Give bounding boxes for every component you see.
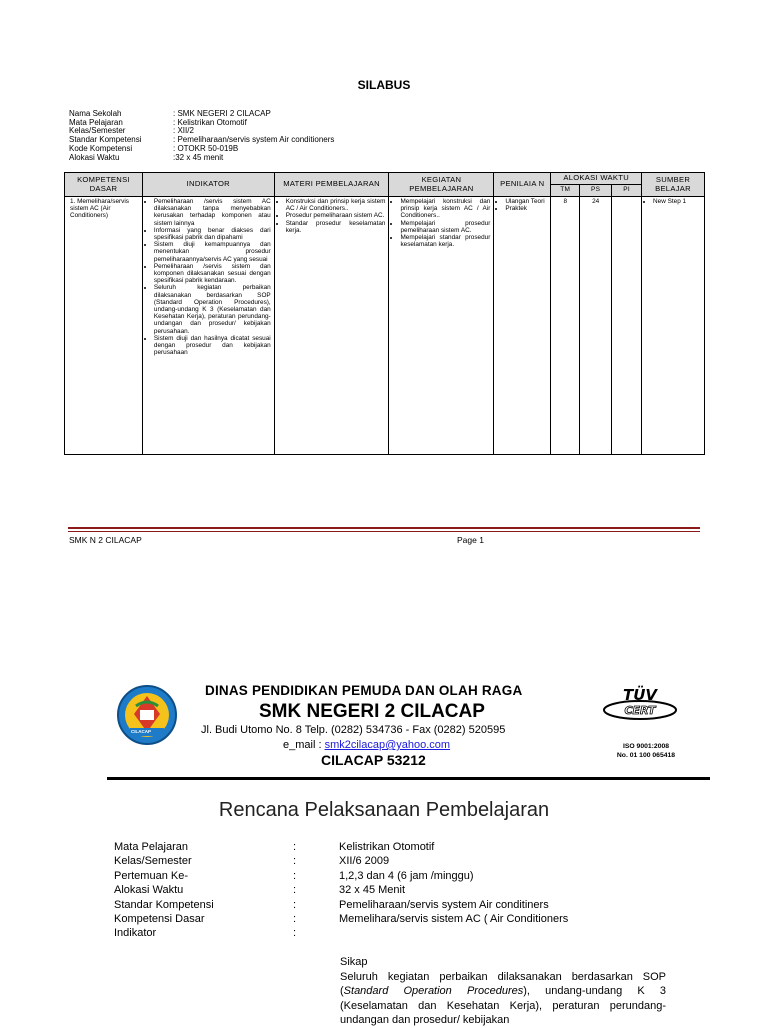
iso-certification — [610, 742, 682, 760]
info-value — [339, 926, 669, 940]
iso-number: No. 01 100 065418 — [616, 752, 676, 759]
meta-key: Kode Kompetensi — [69, 143, 133, 153]
list-item: • Ulangan Teori — [505, 198, 547, 205]
info-colon: : — [293, 855, 297, 868]
info-colon: : — [293, 869, 297, 882]
list-item: • Mempelajari konstruksi dan prinsip kerja sistem AC / Air Conditioners.. — [400, 198, 490, 220]
info-row — [114, 898, 669, 912]
info-key: Alokasi Waktu — [114, 884, 184, 897]
info-value: XII/6 2009 — [339, 855, 390, 868]
footer-school: SMK N 2 CILACAP — [69, 535, 142, 545]
meta-key: Alokasi Waktu — [69, 152, 120, 162]
info-value: Kelistrikan Otomotif — [339, 841, 435, 853]
tuv-logo-top-text: TÜV — [622, 686, 658, 704]
cell-sumber — [642, 197, 705, 455]
tuv-logo-bottom-text: CERT — [624, 704, 656, 717]
cell-penilaian — [494, 197, 551, 455]
cell-kegiatan — [389, 197, 494, 455]
header-pi: PI — [612, 185, 642, 197]
header-materi: MATERI PEMBELAJARAN — [274, 173, 389, 197]
list-item: • Mempelajari standar prosedur keselamatan kerja. — [400, 234, 490, 248]
info-key: Kompetensi Dasar — [114, 913, 205, 926]
list-item: • New Step 1 — [653, 198, 701, 205]
list-item: • Sistem diuji kemampuannya dan menentukan prosedur pemeliharaannya/servis AC yang sesuai — [154, 241, 271, 263]
email-link[interactable]: smk2cilacap@yahoo.com — [324, 739, 451, 751]
meta-key: Mata Pelajaran — [69, 117, 123, 127]
header-penilaian: PENILAIA N — [494, 173, 551, 197]
info-key: Kelas/Semester — [114, 855, 192, 868]
list-item: • Prosedur pemeliharaan sistem AC. — [286, 212, 386, 219]
list-item: • Konstruksi dan prinsip kerja sistem AC / Air Conditioners.. — [286, 198, 386, 212]
letterhead-divider — [107, 777, 710, 780]
meta-row — [69, 110, 473, 119]
cell-indikator — [142, 197, 274, 455]
meta-key: Nama Sekolah — [69, 109, 122, 118]
meta-value: : Kelistrikan Otomotif — [173, 117, 247, 127]
footer-rule — [68, 527, 700, 529]
list-item: • Seluruh kegiatan perbaikan dilaksanakan berdasarkan SOP (Standard Operation Procedures), undang-undang K 3 (Keselamatan dan Kesehatan Kerja), peraturan perundang-undangan dan prosedur/ kebijakan perusahaan. — [154, 284, 271, 334]
info-row — [114, 840, 669, 854]
email-label: e_mail : — [283, 739, 325, 751]
iso-standard: ISO 9001:2008 — [622, 743, 670, 750]
header-kompetensi-dasar: KOMPETENSI DASAR — [65, 173, 143, 197]
school-email-line — [283, 739, 450, 751]
info-row — [114, 869, 669, 883]
cell-kd: 1. Memelihara/servis sistem AC (Air Conditioners) — [65, 197, 143, 455]
meta-key: Kelas/Semester — [69, 126, 126, 136]
table-row — [65, 197, 705, 455]
list-item: • Sistem diuji dan hasilnya dicatat sesuai dengan prosedur dan kebijakan perusahaan — [154, 335, 271, 357]
header-alokasi: ALOKASI WAKTU — [551, 173, 642, 185]
info-row — [114, 926, 669, 940]
info-colon: : — [293, 884, 297, 897]
cell-ps: 24 — [580, 197, 612, 455]
list-item: • Pemeliharaan /servis sistem AC dilaksanakan tanpa menyebabkan kerusakan terhadap komponen atau sistem lainnya — [154, 198, 271, 227]
info-key: Standar Kompetensi — [114, 898, 214, 911]
attitude-text-emphasis: Standard Operation Procedures — [343, 985, 524, 998]
info-key: Mata Pelajaran — [114, 841, 188, 853]
info-value: Pemeliharaan/servis system Air conditiners — [339, 898, 549, 911]
attitude-heading: Sikap — [340, 956, 368, 968]
info-row — [114, 854, 669, 868]
agency-name: DINAS PENDIDIKAN PEMUDA DAN OLAH RAGA — [205, 683, 523, 698]
cell-tm: 8 — [551, 197, 580, 455]
info-key: Indikator — [114, 927, 157, 940]
meta-row — [69, 145, 473, 154]
meta-value: : OTOKR 50-019B — [173, 143, 239, 153]
meta-value: : XII/2 — [173, 126, 194, 136]
meta-value: :32 x 45 menit — [173, 152, 224, 162]
header-ps: PS — [580, 185, 612, 197]
attitude-text-part: Seluruh kegiatan perbaikan dilaksanakan berdasarkan SOP ( — [340, 970, 666, 998]
cell-pi — [612, 197, 642, 455]
attitude-text-part: ), undang-undang K 3 (Keselamatan dan Kesehatan Kerja), peraturan perundang-undangan dan prosedur/ kebijakan — [340, 985, 666, 1027]
info-key: Pertemuan Ke- — [114, 869, 188, 882]
meta-value: : Pemeliharaan/servis system Air conditioners — [173, 135, 335, 145]
list-item: • Informasi yang benar diakses dari spesifikasi pabrik dan dipahami — [154, 227, 271, 241]
tuv-cert-logo-icon — [600, 683, 680, 723]
info-row — [114, 883, 669, 897]
school-city: CILACAP 53212 — [321, 752, 426, 768]
footer-rule-thin — [68, 531, 700, 532]
lesson-plan-info — [114, 840, 669, 941]
indicator-attitude — [340, 955, 666, 1028]
lesson-plan-title: Rencana Pelaksanaan Pembelajaran — [218, 799, 550, 821]
cell-materi — [274, 197, 389, 455]
meta-row — [69, 154, 473, 163]
syllabus-meta — [69, 110, 473, 162]
info-colon: : — [293, 841, 297, 853]
list-item: • Mempelajari prosedur pemeliharaan sistem AC. — [400, 220, 490, 234]
list-item: • Pemeliharaan /servis sistem dan komponen dilaksanakan sesuai dengan spesifikasi pabrik kendaraan. — [154, 263, 271, 285]
meta-row — [69, 119, 473, 128]
info-value: Memelihara/servis sistem AC ( Air Conditioners — [339, 913, 569, 926]
info-colon: : — [293, 927, 297, 940]
info-colon: : — [293, 898, 297, 911]
header-indikator: INDIKATOR — [142, 173, 274, 197]
syllabus-title: SILABUS — [357, 78, 411, 92]
header-tm: TM — [551, 185, 580, 197]
syllabus-table — [64, 172, 705, 455]
logo-caption: CILACAP — [131, 729, 151, 734]
header-sumber: SUMBER BELAJAR — [642, 173, 705, 197]
meta-value: : SMK NEGERI 2 CILACAP — [173, 109, 271, 118]
info-value: 1,2,3 dan 4 (6 jam /minggu) — [339, 869, 474, 882]
list-item: • Standar prosedur keselamatan kerja. — [286, 220, 386, 234]
school-name: SMK NEGERI 2 CILACAP — [259, 701, 485, 722]
info-value: 32 x 45 Menit — [339, 884, 406, 897]
meta-key: Standar Kompetensi — [69, 135, 142, 145]
header-kegiatan: KEGIATAN PEMBELAJARAN — [389, 173, 494, 197]
info-row — [114, 912, 669, 926]
footer-page-number: Page 1 — [457, 535, 484, 545]
list-item: • Praktek — [505, 205, 547, 212]
info-colon: : — [293, 913, 297, 926]
attitude-text — [340, 970, 666, 1028]
school-logo-icon — [116, 684, 178, 746]
school-address: Jl. Budi Utomo No. 8 Telp. (0282) 534736 - Fax (0282) 520595 — [201, 724, 506, 736]
